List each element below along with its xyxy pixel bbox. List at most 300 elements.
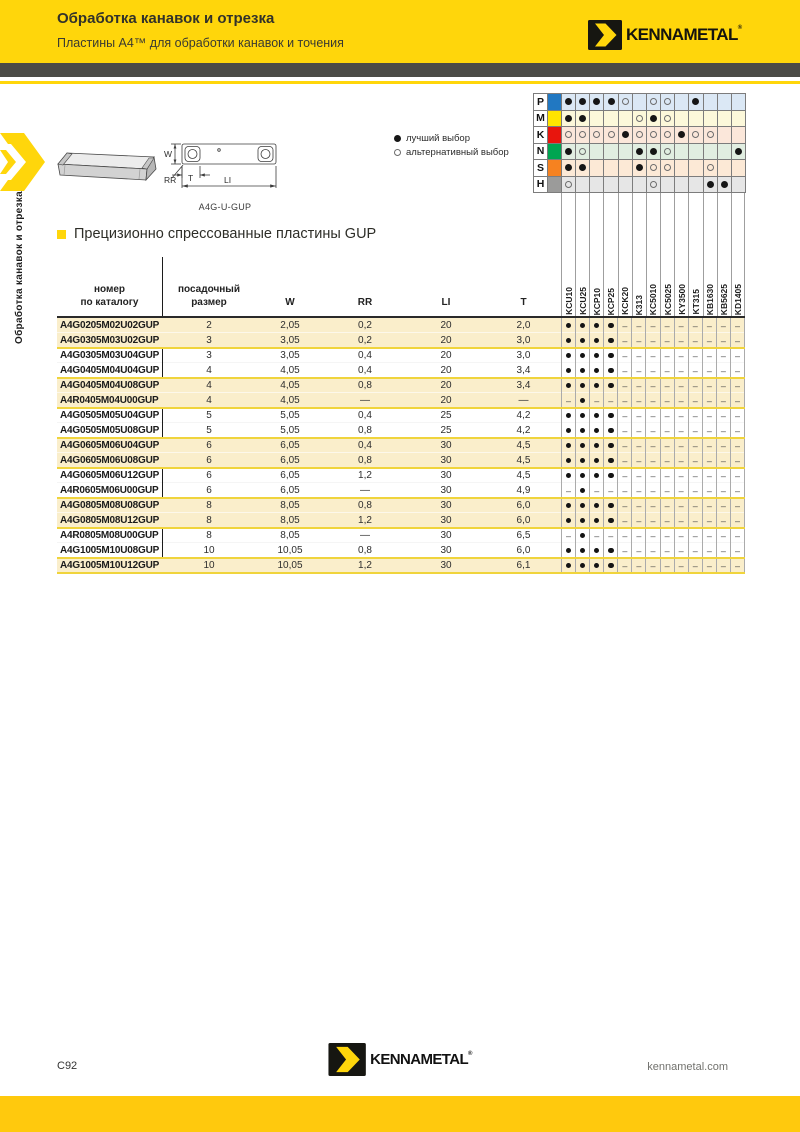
grade-availability-cell: – [688,438,702,453]
grade-choice-cell [647,177,661,194]
grade-choice-cell [590,160,604,177]
grade-choice-cell [675,111,689,128]
grade-availability-cell: – [660,318,674,333]
iso-color-swatch [548,94,562,111]
w-value: 10,05 [277,560,303,571]
grade-availability-cell: – [631,468,645,483]
section-heading [57,226,376,242]
grade-availability-cell [575,408,589,423]
grade-availability-cell: – [716,393,730,408]
grade-grid-row [534,94,746,111]
w-value: 6,05 [280,455,300,466]
grade-availability-cell: – [631,483,645,498]
available-dot [608,443,614,449]
grade-availability-cell: – [702,408,716,423]
alt-choice-dot [664,115,671,122]
choice-legend [394,131,509,159]
page-subtitle: Пластины A4™ для обработки канавок и точения [57,36,344,50]
grade-choice-cell [661,127,675,144]
grade-availability-cell [575,453,589,468]
t-value: 6,0 [516,515,531,526]
grade-availability-cell: – [716,468,730,483]
grade-column [561,193,575,318]
t-value: 6,1 [516,560,531,571]
rr-value: — [360,530,370,541]
legend-best-row [394,131,509,145]
rr-value: 0,4 [358,350,372,361]
grade-choice-cell [590,144,604,161]
grade-availability-cell: – [674,318,688,333]
grade-availability-cell: – [617,363,631,378]
grade-availability-cell [589,333,603,348]
grade-availability-cell [589,423,603,438]
grade-availability-cell: – [674,513,688,528]
grade-choice-cell [590,177,604,194]
rr-value: 0,8 [358,545,372,556]
grade-choice-cell [661,94,675,111]
grade-availability-cell: – [631,513,645,528]
grade-availability-cell: – [674,423,688,438]
grade-availability-cell: – [617,378,631,393]
catalog-number: A4G0405M04U04GUP [60,365,160,376]
rr-value: — [360,395,370,406]
grade-availability-cell: – [716,543,730,558]
li-value: 30 [440,515,452,526]
grade-label: KC5010 [648,283,659,315]
grade-choice-cell [633,144,647,161]
grade-choice-cell [675,177,689,194]
grade-availability-cell: – [674,363,688,378]
table-row [57,483,745,498]
grade-availability-cell: – [631,333,645,348]
grade-choice-cell [661,111,675,128]
table-row [57,498,745,513]
rr-value: 0,2 [358,335,372,346]
seat-size-value: 4 [206,365,212,376]
grade-availability-cell [575,378,589,393]
grade-choice-cell [562,111,576,128]
seat-size-value: 5 [206,410,212,421]
table-row [57,468,745,483]
available-dot [566,473,572,479]
best-choice-dot [608,98,615,105]
grade-availability-cell: – [645,438,659,453]
li-value: 30 [440,485,452,496]
grade-availability-cell: – [730,393,745,408]
pair-separator [57,437,745,439]
table-row [57,528,745,543]
grade-grid-row [534,127,746,144]
available-dot [580,383,586,389]
grade-choice-cell [576,144,590,161]
available-dot [566,368,572,374]
iso-letter-cell: H [534,177,548,194]
grade-availability-cell: – [702,453,716,468]
available-dot [608,563,614,569]
iso-letter-cell: S [534,160,548,177]
grade-choice-cell [661,160,675,177]
grade-availability-cell [575,393,589,408]
grade-availability-cell: – [589,483,603,498]
grade-availability-cell [575,348,589,363]
seat-size-value: 8 [206,530,212,541]
legend-alt-label: альтернативный выбор [406,146,509,158]
grade-choice-cell [647,111,661,128]
available-dot [566,323,572,329]
grade-choice-cell [633,127,647,144]
t-value: 3,4 [516,365,531,376]
grade-availability-cell [575,528,589,543]
grade-column [703,193,717,318]
alt-choice-dot [565,131,572,138]
grade-availability-cell: – [660,513,674,528]
col-header-w: W [285,297,295,308]
table-row [57,408,745,423]
w-value: 8,05 [280,515,300,526]
brand-name: KENNAMETAL® [626,25,742,44]
grade-availability-cell: – [702,543,716,558]
grade-availability-cell [603,348,617,363]
grade-label: KCP10 [591,287,602,315]
grade-availability-cell [589,318,603,333]
seat-size-value: 6 [206,455,212,466]
available-dot [566,563,572,569]
grade-availability-cell: – [617,543,631,558]
grade-availability-cell [603,498,617,513]
grade-availability-cell: – [730,438,745,453]
grade-availability-cell: – [631,543,645,558]
grade-choice-cell [619,144,633,161]
grade-availability-cell: – [702,378,716,393]
grade-grid-row [534,144,746,161]
grade-choice-cell [619,94,633,111]
grade-label: KCU10 [563,287,574,315]
grade-availability-cell: – [660,333,674,348]
t-value: 6,0 [516,545,531,556]
kennametal-logo-mark-icon [328,1043,366,1076]
grade-availability-cell: – [660,348,674,363]
li-value: 30 [440,530,452,541]
grade-availability-cell: – [716,408,730,423]
grade-availability-cell: – [631,378,645,393]
grade-availability-cell: – [688,333,702,348]
grade-availability-cell: – [660,543,674,558]
available-dot [566,443,572,449]
available-dot [580,353,586,359]
grade-availability-cell: – [617,558,631,573]
available-dot [594,548,600,554]
w-value: 4,05 [280,380,300,391]
page-number: C92 [57,1060,78,1072]
grade-choice-cell [718,127,732,144]
grade-availability-cell: – [730,483,745,498]
rr-value: 1,2 [358,560,372,571]
grade-availability-cell: – [645,348,659,363]
available-dot [608,503,614,509]
grade-column [618,193,632,318]
grade-column [575,193,589,318]
sidebar-vertical-label: Обработка канавок и отрезка [14,191,25,345]
best-choice-icon [394,135,401,142]
grade-choice-cell [590,127,604,144]
kennametal-logo [588,20,742,50]
grade-label: KCU25 [577,287,588,315]
grade-label-strip [561,193,745,318]
best-choice-dot [707,181,714,188]
catalog-number: A4G0505M05U04GUP [60,410,160,421]
grade-choice-cell [576,94,590,111]
w-value: 4,05 [280,395,300,406]
li-value: 20 [440,320,452,331]
grade-availability-cell: – [645,513,659,528]
iso-letter-cell: P [534,94,548,111]
seat-size-value: 3 [206,350,212,361]
available-dot [608,458,614,464]
grade-availability-cell [589,348,603,363]
grade-choice-cell [647,144,661,161]
grade-availability-cell: – [730,423,745,438]
grade-availability-cell: – [730,318,745,333]
grade-label: KC5025 [662,283,673,315]
grade-availability-cell: – [645,453,659,468]
alt-choice-dot [579,131,586,138]
grade-availability-cell: – [702,393,716,408]
header-rule [0,81,800,84]
available-dot [580,458,586,464]
grade-availability-cell: – [660,393,674,408]
rr-value: 0,4 [358,410,372,421]
grade-choice-cell [704,177,718,194]
grade-availability-cell: – [660,423,674,438]
pair-separator [57,557,745,559]
grade-choice-cell [718,111,732,128]
grade-availability-cell [603,468,617,483]
grade-availability-cell [575,483,589,498]
best-choice-dot [565,164,572,171]
footer-band [0,1096,800,1132]
rr-value: 0,8 [358,500,372,511]
rr-value: 1,2 [358,515,372,526]
available-dot [594,563,600,569]
grade-choice-cell [604,144,618,161]
w-value: 5,05 [280,410,300,421]
seat-size-value: 6 [206,470,212,481]
grade-availability-cell: – [730,453,745,468]
grade-availability-cell: – [645,393,659,408]
grade-availability-cell: – [702,498,716,513]
kennametal-logo-mark-icon [588,20,622,50]
grade-availability-cell: – [674,468,688,483]
grade-availability-cell [561,513,575,528]
grade-grid-row [534,160,746,177]
li-value: 20 [440,395,452,406]
dim-label-t: T [188,173,194,183]
catalog-number: A4G0605M06U12GUP [60,470,160,481]
available-dot [608,548,614,554]
alt-choice-dot [650,164,657,171]
grade-availability-cell: – [561,483,575,498]
grade-availability-cell [603,423,617,438]
catalog-number: A4G0405M04U08GUP [60,380,160,391]
available-dot [566,518,572,524]
grade-availability-cell [561,333,575,348]
table-row [57,438,745,453]
t-value: 3,0 [516,335,531,346]
grade-availability-cell [575,333,589,348]
w-value: 10,05 [277,545,303,556]
seat-size-value: 3 [206,335,212,346]
li-value: 30 [440,470,452,481]
grade-column [731,193,745,318]
grade-choice-cell [689,177,703,194]
legend-alt-row [394,145,509,159]
grade-label: KCP25 [606,287,617,315]
dim-label-w: W [164,149,173,159]
catalog-number: A4G0305M03U02GUP [60,335,160,346]
iso-letter-cell: K [534,127,548,144]
grade-availability-cell: – [631,498,645,513]
grade-availability-cell: – [716,348,730,363]
grade-availability-cell: – [603,483,617,498]
available-dot [580,398,586,404]
rr-value: 0,8 [358,455,372,466]
grade-label: KD1405 [732,283,743,315]
grade-availability-cell: – [603,393,617,408]
catalog-number: A4R0805M08U00GUP [60,530,159,541]
col-header-t: T [520,297,527,308]
grade-availability-cell: – [716,483,730,498]
available-dot [566,338,572,344]
li-value: 25 [440,425,452,436]
grade-availability-cell: – [660,468,674,483]
grade-availability-cell [561,543,575,558]
grade-availability-cell: – [702,513,716,528]
grade-availability-cell [589,513,603,528]
grade-availability-cell: – [730,498,745,513]
grade-availability-cell: – [702,438,716,453]
seat-size-value: 8 [206,515,212,526]
insert-3d-image [50,143,168,195]
grade-availability-cell: – [674,528,688,543]
grade-availability-cell [561,348,575,363]
dim-label-rr: RR [164,175,177,185]
grade-availability-cell [589,363,603,378]
grade-availability-cell [603,408,617,423]
alt-choice-dot [579,148,586,155]
available-dot [580,548,586,554]
grade-availability-cell: – [688,378,702,393]
catalog-number: A4G0305M03U04GUP [60,350,160,361]
grade-label: K313 [634,294,645,315]
brand-name: KENNAMETAL® [370,1051,472,1068]
available-dot [580,443,586,449]
insert-table-body [57,318,745,573]
seat-size-value: 10 [203,560,215,571]
available-dot [566,458,572,464]
seat-size-value: 4 [206,395,212,406]
grade-availability-cell: – [617,348,631,363]
grade-availability-cell: – [631,438,645,453]
table-row [57,423,745,438]
grade-column [717,193,731,318]
grade-choice-cell [689,144,703,161]
t-value: 6,0 [516,500,531,511]
grade-choice-cell [562,144,576,161]
grade-availability-cell: – [645,423,659,438]
available-dot [608,353,614,359]
table-row [57,393,745,408]
grade-choice-cell [604,160,618,177]
grade-availability-cell [561,438,575,453]
grade-availability-cell: – [617,528,631,543]
grade-availability-cell: – [617,483,631,498]
grade-availability-cell: – [716,558,730,573]
iso-color-swatch [548,111,562,128]
grade-availability-cell: – [631,453,645,468]
li-value: 30 [440,500,452,511]
grade-availability-cell [561,363,575,378]
grade-availability-cell [589,498,603,513]
grade-availability-cell [589,378,603,393]
w-value: 8,05 [280,530,300,541]
grade-availability-cell [589,558,603,573]
grade-label: KT315 [690,289,701,315]
grade-label: KB5625 [719,283,730,315]
grade-choice-cell [704,160,718,177]
grade-choice-cell [647,127,661,144]
grade-choice-cell [604,94,618,111]
grade-availability-cell [603,318,617,333]
grade-label: KB1630 [705,283,716,315]
grade-availability-cell: – [688,528,702,543]
grade-availability-cell: – [716,438,730,453]
grade-availability-cell: – [716,528,730,543]
iso-color-swatch [548,144,562,161]
grade-availability-cell: – [561,528,575,543]
grade-choice-cell [704,127,718,144]
available-dot [580,323,586,329]
grade-availability-cell: – [688,348,702,363]
table-row [57,348,745,363]
w-value: 3,05 [280,335,300,346]
grade-availability-cell: – [688,408,702,423]
w-value: 5,05 [280,425,300,436]
iso-color-swatch [548,177,562,194]
grade-availability-cell [603,333,617,348]
iso-letter-cell: M [534,111,548,128]
best-choice-dot [579,98,586,105]
alt-choice-dot [636,131,643,138]
grade-availability-cell: – [688,483,702,498]
seat-size-value: 8 [206,500,212,511]
grade-choice-cell [633,111,647,128]
grade-availability-cell: – [631,363,645,378]
grade-availability-cell [603,453,617,468]
grade-choice-cell [576,111,590,128]
grade-choice-cell [675,160,689,177]
grade-availability-cell: – [702,423,716,438]
pair-separator [57,527,745,529]
grade-availability-cell: – [631,528,645,543]
grade-availability-cell: – [660,438,674,453]
table-row [57,513,745,528]
grade-availability-cell [561,468,575,483]
best-choice-dot [650,115,657,122]
grade-availability-cell [561,453,575,468]
grade-availability-cell: – [645,333,659,348]
catalog-number: A4G0805M08U08GUP [60,500,160,511]
grade-availability-cell: – [631,558,645,573]
